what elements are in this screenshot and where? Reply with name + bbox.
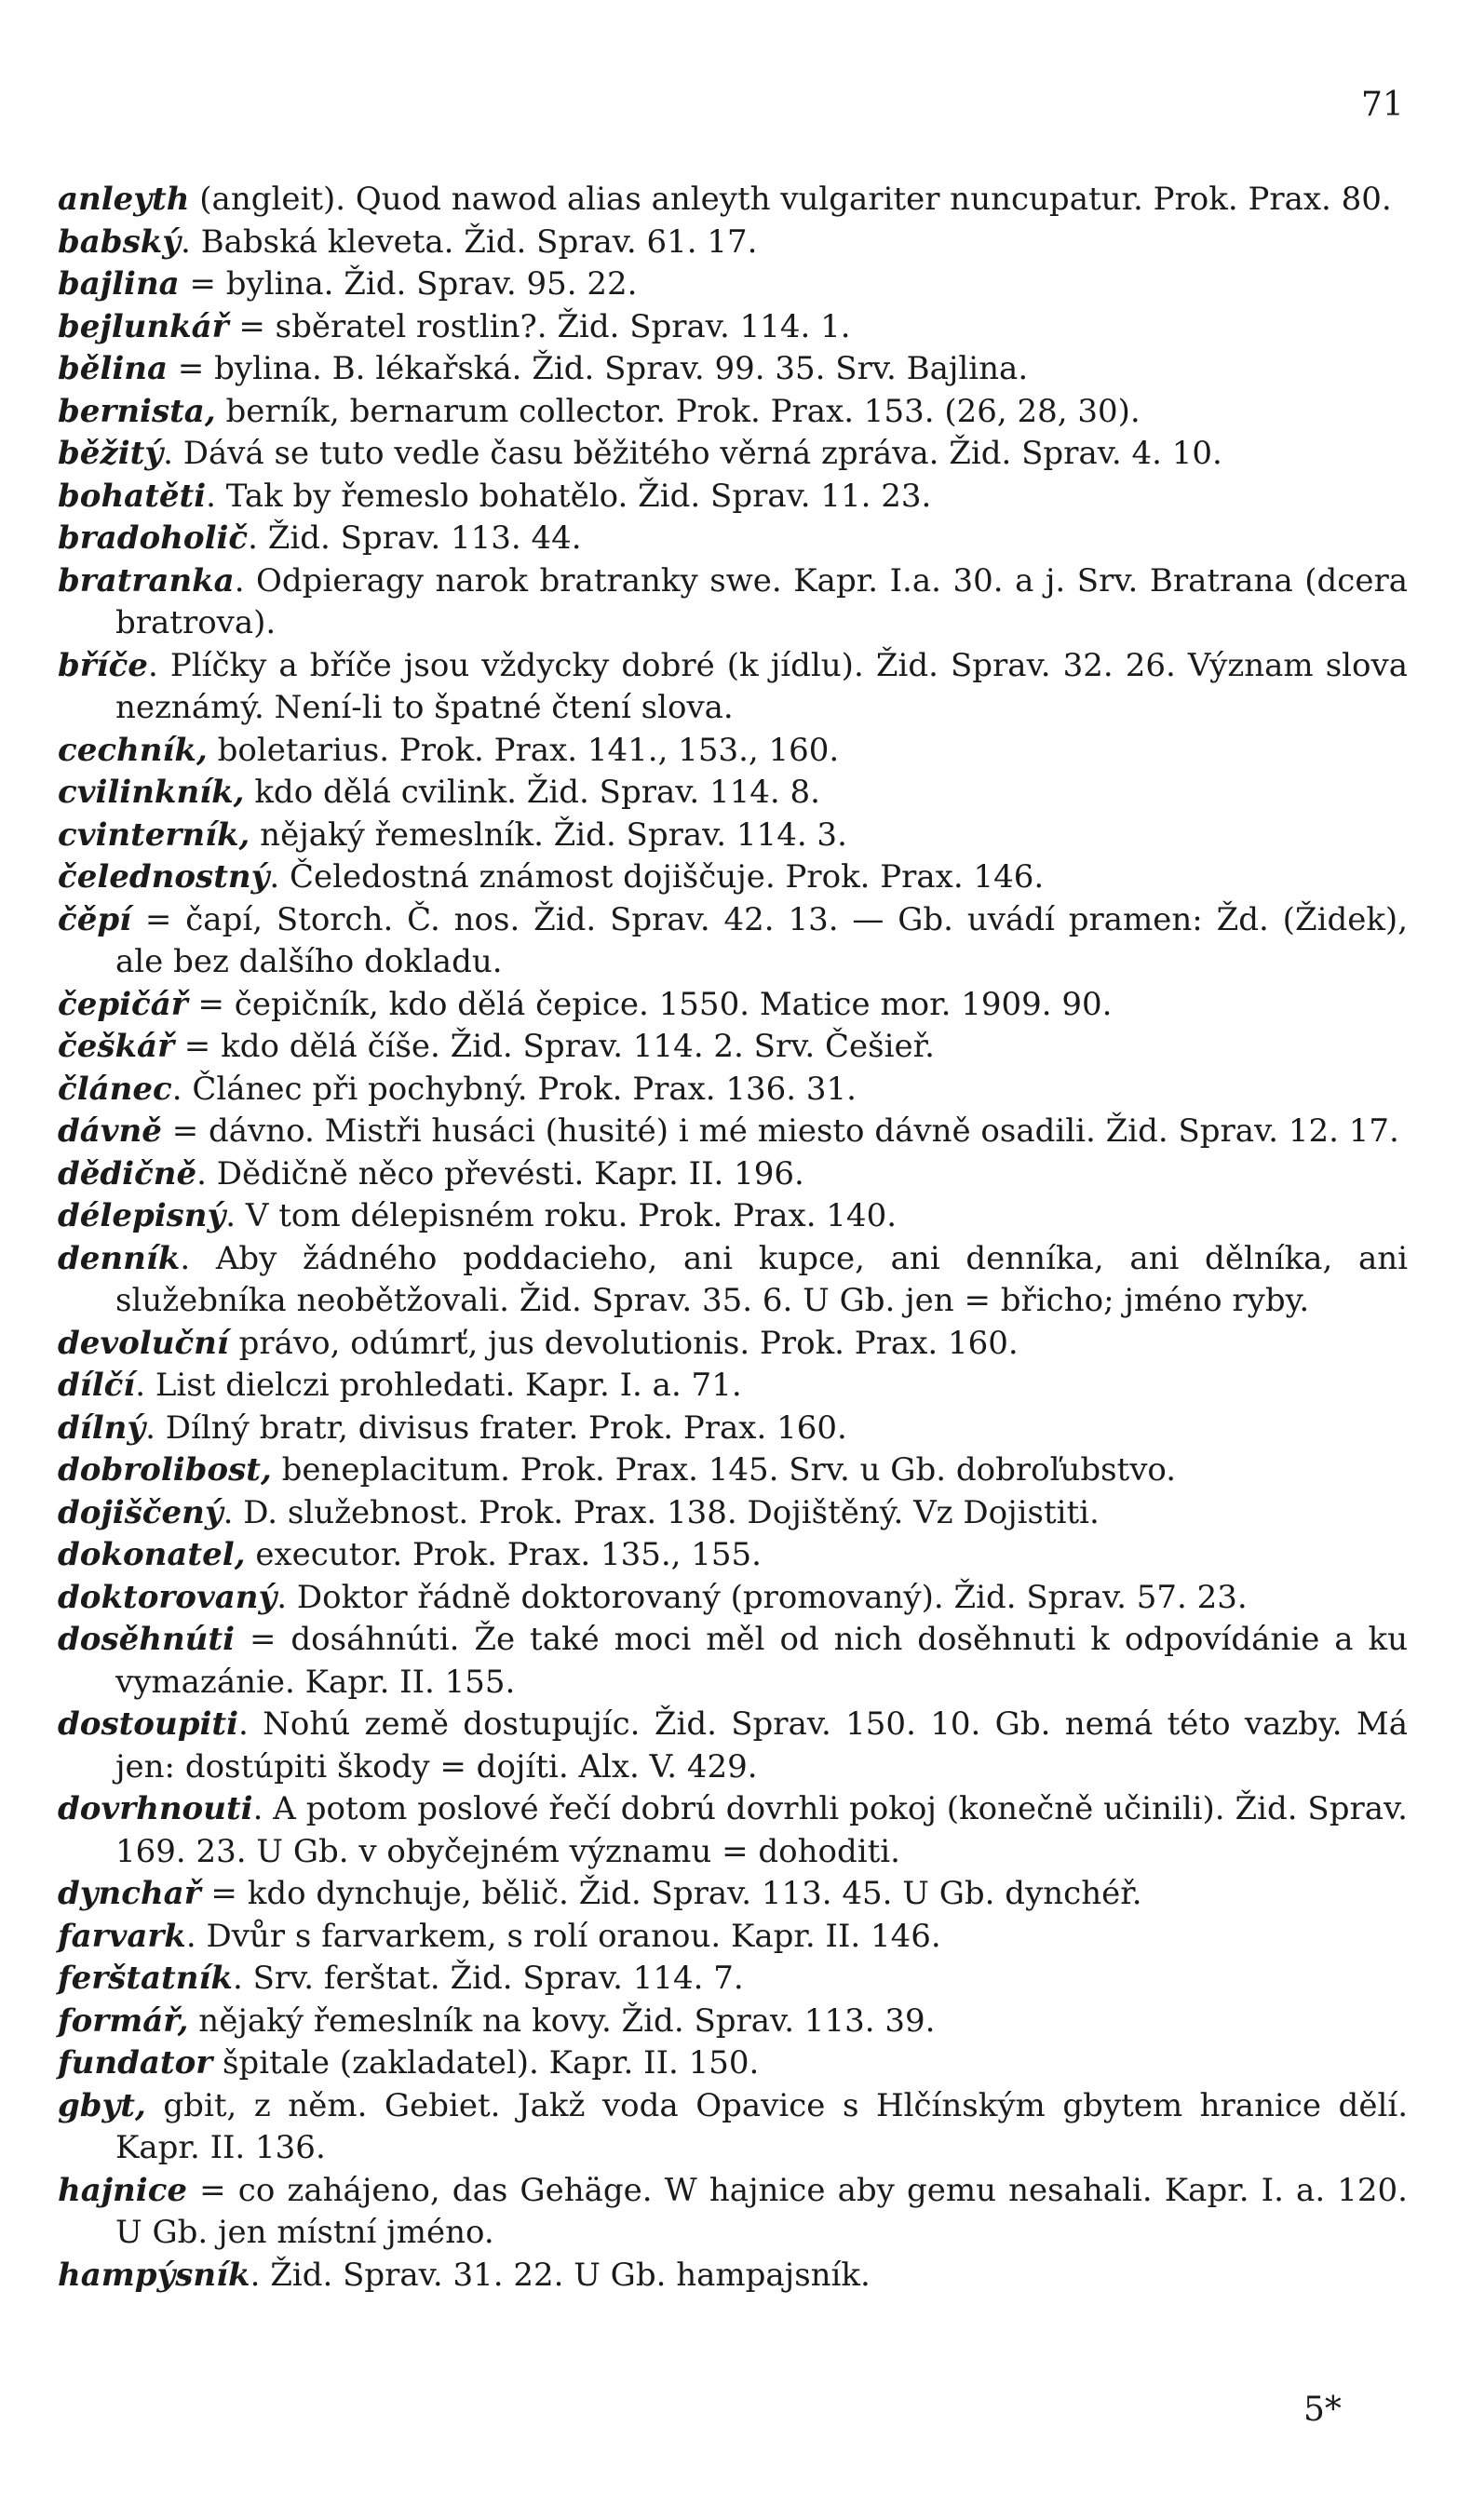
entry-definition: . Aby žádného poddacieho, ani kupce, ani denníka, ani dělníka, ani služebníka neobětžovali. Žid. Sprav. 35. 6. U Gb. jen = břicho; jméno ryby. [115,1239,1408,1319]
entry-headword: bělina [58,350,168,387]
dictionary-entry [58,2042,1408,2085]
entry-definition: . Dědičně něco převésti. Kapr. II. 196. [196,1154,804,1193]
entry-definition: = co zahájeno, das Gehäge. W hajnice aby gemu nesahali. Kapr. I. a. 120. U Gb. jen místní jméno. [115,2171,1408,2251]
entry-headword: dovrhnouti [58,1790,253,1827]
entry-definition: = dosáhnúti. Že také moci měl od nich dosěhnuti k odpovídánie a ku vymazánie. Kapr. II. 155. [115,1621,1408,1701]
dictionary-entry [58,433,1408,476]
entry-headword: dosěhnúti [58,1621,236,1658]
dictionary-entry [58,263,1408,306]
entry-definition: executor. Prok. Prax. 135., 155. [245,1536,762,1573]
entry-headword: dědičně [58,1154,197,1193]
page-number: 71 [1361,86,1404,124]
entry-headword: dílný [58,1408,146,1447]
dictionary-entry [58,348,1408,391]
entry-definition: špitale (zakladatel). Kapr. II. 150. [212,2044,760,2082]
entry-definition: . Plíčky a bříče jsou vždycky dobré (k jídlu). Žid. Sprav. 32. 26. Význam slova neznámý. Není-li to špatné čtení slova. [115,646,1408,726]
entry-headword: anleyth [58,181,190,218]
dictionary-entry [58,1492,1408,1535]
dictionary-entry [58,984,1408,1027]
dictionary-entry [58,1534,1408,1577]
entry-definition: = čapí, Storch. Č. nos. Žid. Sprav. 42. 13. — Gb. uvádí pramen: Žd. (Židek), ale bez dalšího dokladu. [115,900,1408,980]
dictionary-entry [58,179,1408,222]
entry-headword: cvilinkník, [58,774,245,811]
dictionary-entry [58,2170,1408,2255]
entry-headword: doktorovaný [58,1578,277,1616]
entry-definition: = sběratel rostlin?. Žid. Sprav. 114. 1. [228,307,851,345]
dictionary-entry [58,2255,1408,2298]
entry-definition: . Nohú země dostupujíc. Žid. Sprav. 150. 10. Gb. nemá této vazby. Má jen: dostúpiti škody = dojíti. Alx. V. 429. [115,1705,1408,1786]
entry-headword: češkář [58,1028,174,1065]
entry-headword: cechník, [58,731,208,769]
dictionary-entry [58,772,1408,815]
entry-headword: dojiščený [58,1493,223,1531]
entry-headword: bříče [58,646,148,684]
entry-headword: článec [58,1070,172,1108]
entry-definition: = dávno. Mistři husáci (husité) i mé miesto dávně osadili. Žid. Sprav. 12. 17. [161,1112,1399,1150]
entry-definition: nějaký řemeslník na kovy. Žid. Sprav. 113. 39. [188,2001,936,2040]
entry-definition: . Čeledostná známost dojiščuje. Prok. Prax. 146. [269,858,1045,896]
entry-headword: dávně [58,1112,162,1150]
entry-definition: boletarius. Prok. Prax. 141., 153., 160. [207,731,840,769]
dictionary-entry [58,222,1408,264]
entry-headword: bernista, [58,392,216,430]
entry-headword: farvark [58,1917,186,1955]
entry-headword: délepisný [58,1197,226,1234]
entry-headword: bohatěti [58,477,207,515]
entry-definition: . Doktor řádně doktorovaný (promovaný). Žid. Sprav. 57. 23. [277,1578,1248,1616]
entry-definition: . List dielczi prohledati. Kapr. I. a. 71. [135,1367,742,1404]
entry-definition: = kdo dynchuje, bělič. Žid. Sprav. 113. 45. U Gb. dynchéř. [200,1875,1142,1912]
entry-definition: gbit, z něm. Gebiet. Jakž voda Opavice s Hlčínským gbytem hranice dělí. Kapr. II. 136. [115,2086,1408,2166]
entry-definition: = čepičník, kdo dělá čepice. 1550. Matice mor. 1909. 90. [187,985,1113,1023]
dictionary-entry [58,1069,1408,1112]
entry-definition: . Článec při pochybný. Prok. Prax. 136. 31. [171,1070,857,1108]
dictionary-entry [58,730,1408,773]
dictionary-entry [58,1153,1408,1196]
entry-definition: . Dvůr s farvarkem, s rolí oranou. Kapr. II. 146. [185,1917,941,1955]
printer-signature: 5* [1303,2391,1342,2429]
entry-definition: . V tom délepisném roku. Prok. Prax. 140. [225,1197,898,1234]
entry-headword: denník [58,1239,181,1277]
entry-definition: . Tak by řemeslo bohatělo. Žid. Sprav. 11. 23. [206,477,932,515]
entry-definition: = kdo dělá číše. Žid. Sprav. 114. 2. Srv. Češieř. [173,1028,935,1065]
entry-definition: nějaký řemeslník. Žid. Sprav. 114. 3. [250,815,847,854]
entry-headword: čelednostný [58,858,270,896]
entry-definition: . Žid. Sprav. 113. 44. [248,519,582,557]
dictionary-entry [58,2085,1408,2170]
entry-headword: devoluční [58,1324,229,1362]
dictionary-entry [58,1916,1408,1959]
dictionary-entry [58,1619,1408,1704]
entry-headword: dílčí [58,1367,136,1404]
entry-definition: . D. služebnost. Prok. Prax. 138. Dojištěný. Vz Dojistiti. [223,1493,1100,1531]
dictionary-entry [58,1577,1408,1620]
entry-headword: gbyt, [58,2086,146,2124]
entry-headword: čěpí [58,900,132,938]
dictionary-entry [58,2001,1408,2043]
dictionary-entry [58,306,1408,349]
dictionary-entry [58,1408,1408,1450]
entry-definition: . Dílný bratr, divisus frater. Prok. Prax. 160. [145,1408,847,1447]
entry-definition: kdo dělá cvilink. Žid. Sprav. 114. 8. [244,774,820,811]
entry-definition: . Babská kleveta. Žid. Sprav. 61. 17. [181,222,758,261]
dictionary-entry [58,1449,1408,1492]
dictionary-entry [58,1238,1408,1323]
entry-headword: hajnice [58,2171,188,2209]
entry-headword: bradoholič [58,519,249,557]
entry-headword: dokonatel, [58,1536,246,1573]
dictionary-entry [58,560,1408,645]
dictionary-entry [58,476,1408,519]
entry-headword: bratranka [58,561,235,600]
entry-headword: ferštatník [58,1960,233,1997]
entry-headword: hampýsník [58,2256,250,2294]
dictionary-entry [58,1111,1408,1153]
dictionary-entry [58,1788,1408,1873]
dictionary-entry [58,815,1408,857]
entry-definition: . Srv. ferštat. Žid. Sprav. 114. 7. [232,1960,744,1997]
entry-headword: dostoupiti [58,1705,239,1743]
entry-definition: . Žid. Sprav. 31. 22. U Gb. hampajsník. [250,2256,871,2294]
entry-headword: bejlunkář [58,307,229,345]
entry-headword: formář, [58,2001,189,2040]
entry-definition: (angleit). Quod nawod alias anleyth vulgariter nuncupatur. Prok. Prax. 80. [189,181,1392,218]
dictionary-entry [58,645,1408,730]
entry-definition: . Odpieragy narok bratranky swe. Kapr. I.a. 30. a j. Srv. Bratrana (dcera bratrova). [115,561,1408,641]
entry-headword: babský [58,222,182,261]
dictionary-entry [58,1323,1408,1366]
dictionary-entry [58,1704,1408,1788]
entry-headword: dobrolibost, [58,1451,272,1489]
entry-headword: fundator [58,2044,213,2082]
entry-definition: = bylina. B. lékařská. Žid. Sprav. 99. 35. Srv. Bajlina. [168,350,1029,387]
dictionary-entry [58,1365,1408,1408]
dictionary-entry [58,1958,1408,2001]
dictionary-entry [58,1195,1408,1238]
dictionary-entry [58,391,1408,434]
entry-headword: cvinterník, [58,815,250,854]
dictionary-entry [58,518,1408,560]
entry-headword: dynchař [58,1875,201,1912]
dictionary-entry [58,899,1408,984]
entry-headword: čepičář [58,985,188,1023]
dictionary-entry [58,1873,1408,1916]
entry-definition: . A potom poslové řečí dobrú dovrhli pokoj (konečně učinili). Žid. Sprav. 169. 23. U Gb. v obyčejném významu = dohoditi. [115,1790,1408,1870]
dictionary-entry [58,1026,1408,1069]
entry-definition: berník, bernarum collector. Prok. Prax. 153. (26, 28, 30). [215,392,1141,430]
entry-headword: běžitý [58,435,164,472]
entry-definition: právo, odúmrť, jus devolutionis. Prok. Prax. 160. [228,1324,1019,1362]
entry-definition: . Dává se tuto vedle času běžitého věrná zpráva. Žid. Sprav. 4. 10. [163,435,1222,472]
dictionary-entry [58,856,1408,899]
dictionary-entries [58,179,1408,2297]
entry-definition: beneplacitum. Prok. Prax. 145. Srv. u Gb. dobroľubstvo. [271,1451,1177,1489]
entry-headword: bajlina [58,265,180,303]
entry-definition: = bylina. Žid. Sprav. 95. 22. [179,265,638,303]
